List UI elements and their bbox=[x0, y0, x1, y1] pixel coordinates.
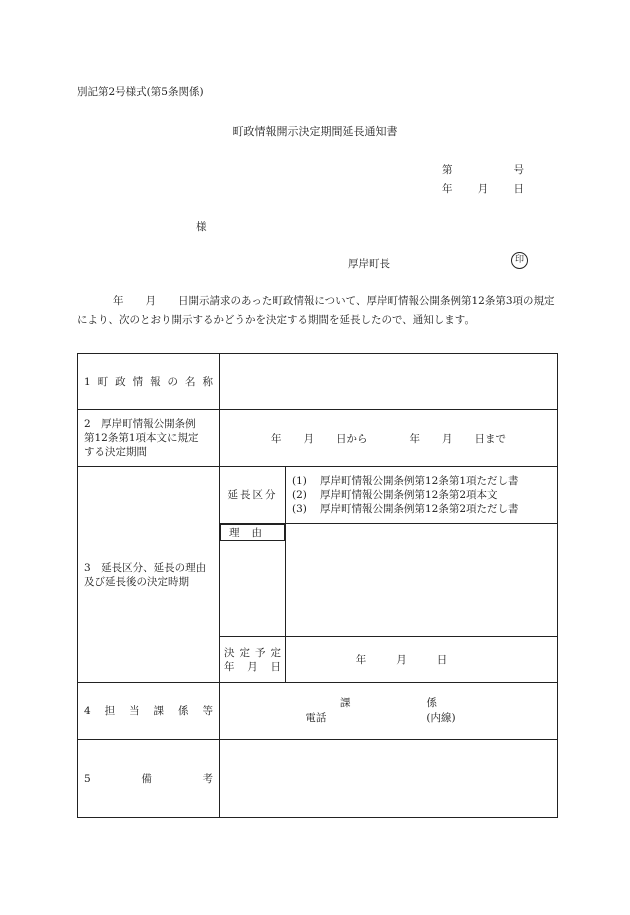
row5-label bbox=[84, 772, 213, 786]
document-number-line bbox=[442, 162, 524, 177]
phone-label: 電話 bbox=[305, 712, 327, 724]
schedule-label-char: 年 bbox=[224, 660, 235, 673]
to-day: 日まで bbox=[474, 432, 506, 445]
row4-label bbox=[84, 704, 213, 718]
extension-category-label bbox=[220, 467, 286, 524]
option-1-text: 厚岸町情報公開条例第12条第1項ただし書 bbox=[320, 475, 519, 487]
remarks-cell[interactable] bbox=[220, 740, 558, 818]
option-3[interactable] bbox=[292, 502, 557, 516]
scheduled-date bbox=[286, 652, 557, 667]
issue-year: 年 bbox=[442, 183, 453, 195]
option-1-number: (1) bbox=[292, 475, 307, 487]
row1-label-char: の bbox=[167, 375, 179, 388]
scheduled-date-label-line-1 bbox=[224, 646, 281, 660]
row5-header bbox=[78, 740, 220, 818]
body-text: 日開示請求のあった町政情報について、厚岸町情報公開条例第12条第3項の規定により、次のとおり開示するかどうかを決定する期間を延長したので、通知します。 bbox=[77, 295, 555, 326]
body-month: 月 bbox=[145, 295, 156, 307]
option-2-number: (2) bbox=[292, 489, 307, 501]
decision-period bbox=[220, 431, 557, 446]
option-3-text: 厚岸町情報公開条例第12条第2項ただし書 bbox=[320, 503, 519, 515]
number-prefix: 第 bbox=[442, 164, 453, 176]
row4-label-char: 課 bbox=[153, 705, 165, 717]
option-2[interactable] bbox=[292, 488, 557, 502]
document-title: 町政情報開示決定期間延長通知書 bbox=[232, 125, 398, 138]
schedule-label-char: 日 bbox=[270, 660, 281, 673]
row5-label-char: 備 bbox=[141, 772, 152, 785]
table-row bbox=[78, 354, 558, 410]
row4-label-char: 4 bbox=[84, 705, 91, 717]
row3-label-line-2: 及び延長後の決定時期 bbox=[84, 575, 189, 588]
table-row bbox=[78, 410, 558, 467]
row5-label-char: 考 bbox=[202, 772, 213, 785]
from-month: 月 bbox=[303, 432, 314, 445]
to-month: 月 bbox=[442, 432, 453, 445]
row1-label-char: 報 bbox=[150, 375, 161, 388]
schedule-label-char: 定 bbox=[239, 646, 250, 659]
row1-label bbox=[84, 375, 213, 389]
scheduled-year: 年 bbox=[355, 654, 367, 666]
issue-month: 月 bbox=[477, 183, 489, 195]
number-suffix: 号 bbox=[513, 164, 524, 176]
row1-label-char: 町 bbox=[97, 375, 109, 388]
scheduled-month: 月 bbox=[396, 654, 407, 666]
row2-label-line-3: する決定期間 bbox=[84, 446, 147, 458]
scheduled-day: 日 bbox=[436, 654, 448, 666]
issue-date-line bbox=[442, 181, 524, 196]
scheduled-date-label-line-2 bbox=[224, 660, 281, 674]
option-3-number: (3) bbox=[292, 503, 307, 515]
row2-period-cell[interactable] bbox=[220, 410, 558, 467]
addressee-honorific: 様 bbox=[196, 221, 207, 233]
department-cell[interactable] bbox=[220, 683, 558, 740]
row1-label-char: 名 bbox=[185, 375, 196, 388]
row4-label-char: 当 bbox=[129, 705, 140, 717]
schedule-label-char: 月 bbox=[247, 660, 258, 673]
seal-mark: 印 bbox=[511, 252, 528, 269]
row2-label-line-1: 2 厚岸町情報公開条例 bbox=[84, 418, 196, 430]
from-day: 日から bbox=[336, 432, 368, 445]
schedule-label-char: 決 bbox=[224, 646, 235, 659]
row1-value-cell[interactable] bbox=[220, 354, 558, 410]
reason-label-b: 由 bbox=[251, 527, 262, 539]
reason-value-cell[interactable] bbox=[286, 524, 558, 637]
section-label: 課 bbox=[340, 697, 351, 709]
extension-category-text: 延長区分 bbox=[227, 488, 278, 501]
issuer-name: 厚岸町長 bbox=[348, 258, 390, 270]
reason-label-a: 理 bbox=[229, 527, 240, 539]
department-line bbox=[220, 696, 557, 711]
schedule-label-char: 定 bbox=[270, 646, 281, 659]
scheduled-date-cell[interactable] bbox=[286, 637, 558, 683]
extension-label: (内線) bbox=[426, 712, 456, 724]
row3-header bbox=[78, 467, 220, 683]
option-1[interactable] bbox=[292, 474, 557, 488]
table-row bbox=[78, 467, 558, 524]
form-number-label: 別記第2号様式(第5条関係) bbox=[77, 86, 204, 98]
row3-label-line-1: 3 延長区分、延長の理由 bbox=[84, 561, 207, 574]
to-year: 年 bbox=[409, 432, 420, 445]
row1-label-char: 政 bbox=[115, 375, 126, 388]
row1-label-char: 情 bbox=[132, 375, 144, 388]
row1-header bbox=[78, 354, 220, 410]
row4-label-char: 等 bbox=[202, 705, 213, 717]
table-row bbox=[78, 740, 558, 818]
row5-label-char: 5 bbox=[84, 772, 91, 785]
from-year: 年 bbox=[271, 432, 282, 445]
body-year: 年 bbox=[113, 295, 124, 307]
reason-label bbox=[220, 524, 285, 541]
row1-label-char: 称 bbox=[202, 375, 213, 388]
scheduled-date-label bbox=[220, 637, 286, 683]
row4-label-char: 係 bbox=[178, 705, 189, 717]
schedule-label-char: 予 bbox=[255, 646, 266, 659]
row4-header bbox=[78, 683, 220, 740]
notification-body bbox=[77, 292, 557, 330]
option-2-text: 厚岸町情報公開条例第12条第2項本文 bbox=[320, 489, 498, 501]
row1-label-char: 1 bbox=[84, 375, 91, 388]
row2-header bbox=[78, 410, 220, 467]
issue-day: 日 bbox=[513, 183, 524, 195]
table-row bbox=[78, 683, 558, 740]
phone-line bbox=[220, 711, 557, 726]
row2-label-line-2: 第12条第1項本文に規定 bbox=[84, 432, 199, 444]
extension-category-options[interactable] bbox=[286, 467, 558, 524]
row4-label-char: 担 bbox=[104, 705, 116, 717]
form-table bbox=[77, 353, 558, 818]
subsection-label: 係 bbox=[426, 697, 437, 709]
